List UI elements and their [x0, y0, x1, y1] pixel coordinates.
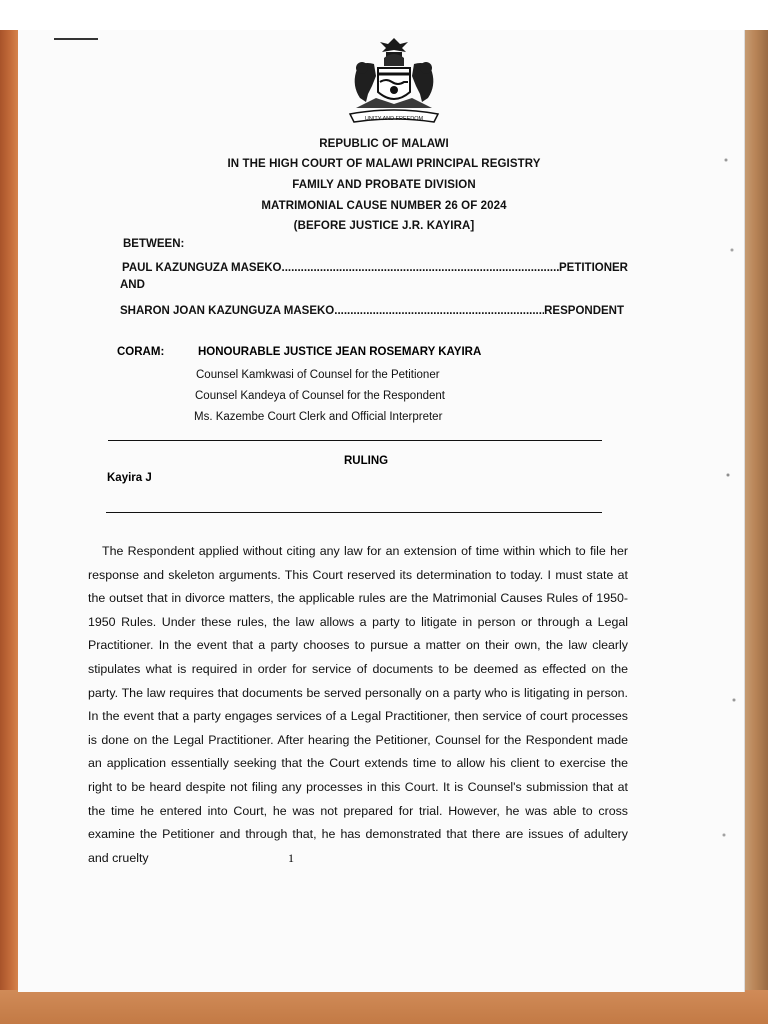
table-surface-left	[0, 0, 20, 1024]
coram-judge: HONOURABLE JUSTICE JEAN ROSEMARY KAYIRA	[198, 346, 482, 358]
before-justice: (BEFORE JUSTICE J.R. KAYIRA]	[293, 220, 475, 232]
respondent-name: SHARON JOAN KAZUNGUZA MASEKO	[120, 305, 335, 317]
ruling-title: RULING	[344, 455, 389, 467]
ruling-paragraph: The Respondent applied without citing any law for an extension of time within which to file her response and skeleton arguments. This Court reserved its determination to today. I must state at the outset that in divorce matters, the applicable rules are the Matrimonial Causes Rules of 1950-1950 Rules. Under these rules, the law allows a party to litigate in person or through a Legal Practitioner. In the event that a party chooses to pursue a matter on their own, the law clearly stipulates what is required in order for service of documents to be deemed as effected on the party. The law requires that documents be served personally on a party who is litigating in person. In the event that a party engages services of a Legal Practitioner, then service of court processes is done on the Legal Practitioner. After hearing the Petitioner, Counsel for the Respondent made an application essentially seeking that the Court extends time to allow his client to exercise the right to be heard despite not filing any processes in this Court. It is Counsel's submission that at the time he entered into Court, he was not prepared for trial. However, he was able to cross examine the Petitioner and through that, he has demonstrated that there are issues of adultery and cruelty	[88, 544, 628, 865]
coat-of-arms-icon	[336, 36, 452, 128]
court-heading: IN THE HIGH COURT OF MALAWI PRINCIPAL REGISTRY	[227, 158, 541, 170]
coram-member: Counsel Kandeya of Counsel for the Respondent	[195, 390, 445, 402]
petitioner-line	[122, 262, 628, 274]
coram-member: Counsel Kamkwasi of Counsel for the Petitioner	[196, 369, 440, 381]
leader-dots	[334, 305, 544, 317]
coram-label: CORAM:	[117, 346, 165, 358]
division-heading: FAMILY AND PROBATE DIVISION	[292, 179, 476, 191]
pen-mark	[54, 38, 98, 40]
page-number: 1	[288, 851, 294, 865]
between-label: BETWEEN:	[123, 238, 185, 250]
divider-top	[108, 440, 602, 441]
divider-bottom	[106, 512, 602, 513]
background-top	[0, 0, 768, 30]
crest-motto: UNITY AND FREEDOM	[364, 116, 424, 122]
table-surface-right	[742, 0, 768, 1024]
table-surface-bottom	[0, 990, 768, 1024]
ruling-author: Kayira J	[107, 472, 152, 484]
leader-dots	[282, 262, 559, 274]
cause-number: MATRIMONIAL CAUSE NUMBER 26 OF 2024	[261, 200, 507, 212]
respondent-line	[120, 305, 624, 317]
petitioner-name: PAUL KAZUNGUZA MASEKO	[122, 262, 282, 274]
country-heading: REPUBLIC OF MALAWI	[319, 138, 449, 150]
and-label: AND	[120, 279, 145, 291]
respondent-role: RESPONDENT	[544, 305, 624, 317]
coram-member: Ms. Kazembe Court Clerk and Official Interpreter	[194, 411, 443, 423]
petitioner-role: PETITIONER	[558, 262, 628, 274]
